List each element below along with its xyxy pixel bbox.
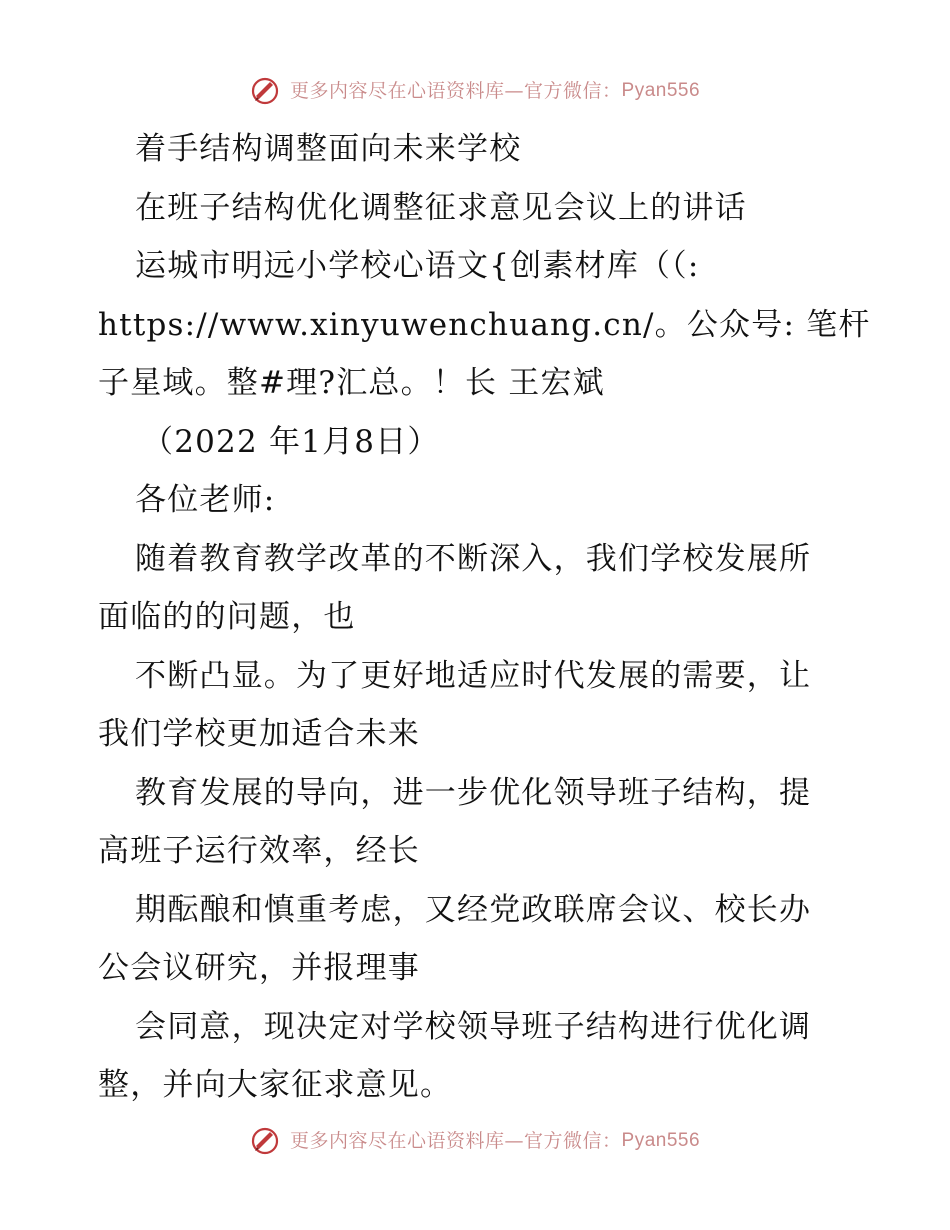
watermark-wechat-id: Pyan556: [621, 1130, 701, 1151]
header-watermark: [0, 74, 950, 106]
author-line: 运城市明远小学校心语文{创素材库（（:: [135, 248, 700, 284]
logo-icon: [250, 76, 280, 106]
document-subtitle: 在班子结构优化调整征求意见会议上的讲话: [135, 189, 747, 226]
document-title: 着手结构调整面向未来学校: [135, 131, 522, 167]
watermark-text: 更多内容尽在心语资料库—官方微信：: [290, 1130, 622, 1152]
watermark-wechat-id: Pyan556: [621, 80, 701, 101]
document-body: [98, 120, 871, 1115]
author-line-continued: 子星域。整#理?汇总。！长 王宏斌: [98, 365, 605, 401]
salutation: 各位老师:: [135, 482, 276, 518]
paragraph-line: 高班子运行效率，经长: [98, 833, 420, 869]
paragraph-line: 随着教育教学改革的不断深入，我们学校发展所: [135, 540, 812, 577]
paragraph-line: 面临的的问题，也: [98, 599, 356, 635]
watermark-text: 更多内容尽在心语资料库—官方微信：: [290, 80, 622, 102]
paragraph-line: 整，并向大家征求意见。: [98, 1067, 453, 1103]
footer-watermark: [0, 1124, 950, 1156]
paragraph-line: 公会议研究，并报理事: [98, 950, 420, 986]
paragraph-line: 期酝酿和慎重考虑，又经党政联席会议、校长办: [135, 891, 812, 928]
author-line-continued: https://www.xinyuwenchuang.cn/。公众号: 笔杆: [98, 306, 871, 343]
paragraph-line: 我们学校更加适合未来: [98, 716, 420, 752]
logo-icon: [250, 1126, 280, 1156]
paragraph-line: 教育发展的导向，进一步优化领导班子结构，提: [135, 774, 812, 811]
paragraph-line: 会同意，现决定对学校领导班子结构进行优化调: [135, 1008, 812, 1045]
paragraph-line: 不断凸显。为了更好地适应时代发展的需要，让: [135, 657, 812, 694]
speech-date: （2022 年1月8日）: [142, 423, 440, 460]
